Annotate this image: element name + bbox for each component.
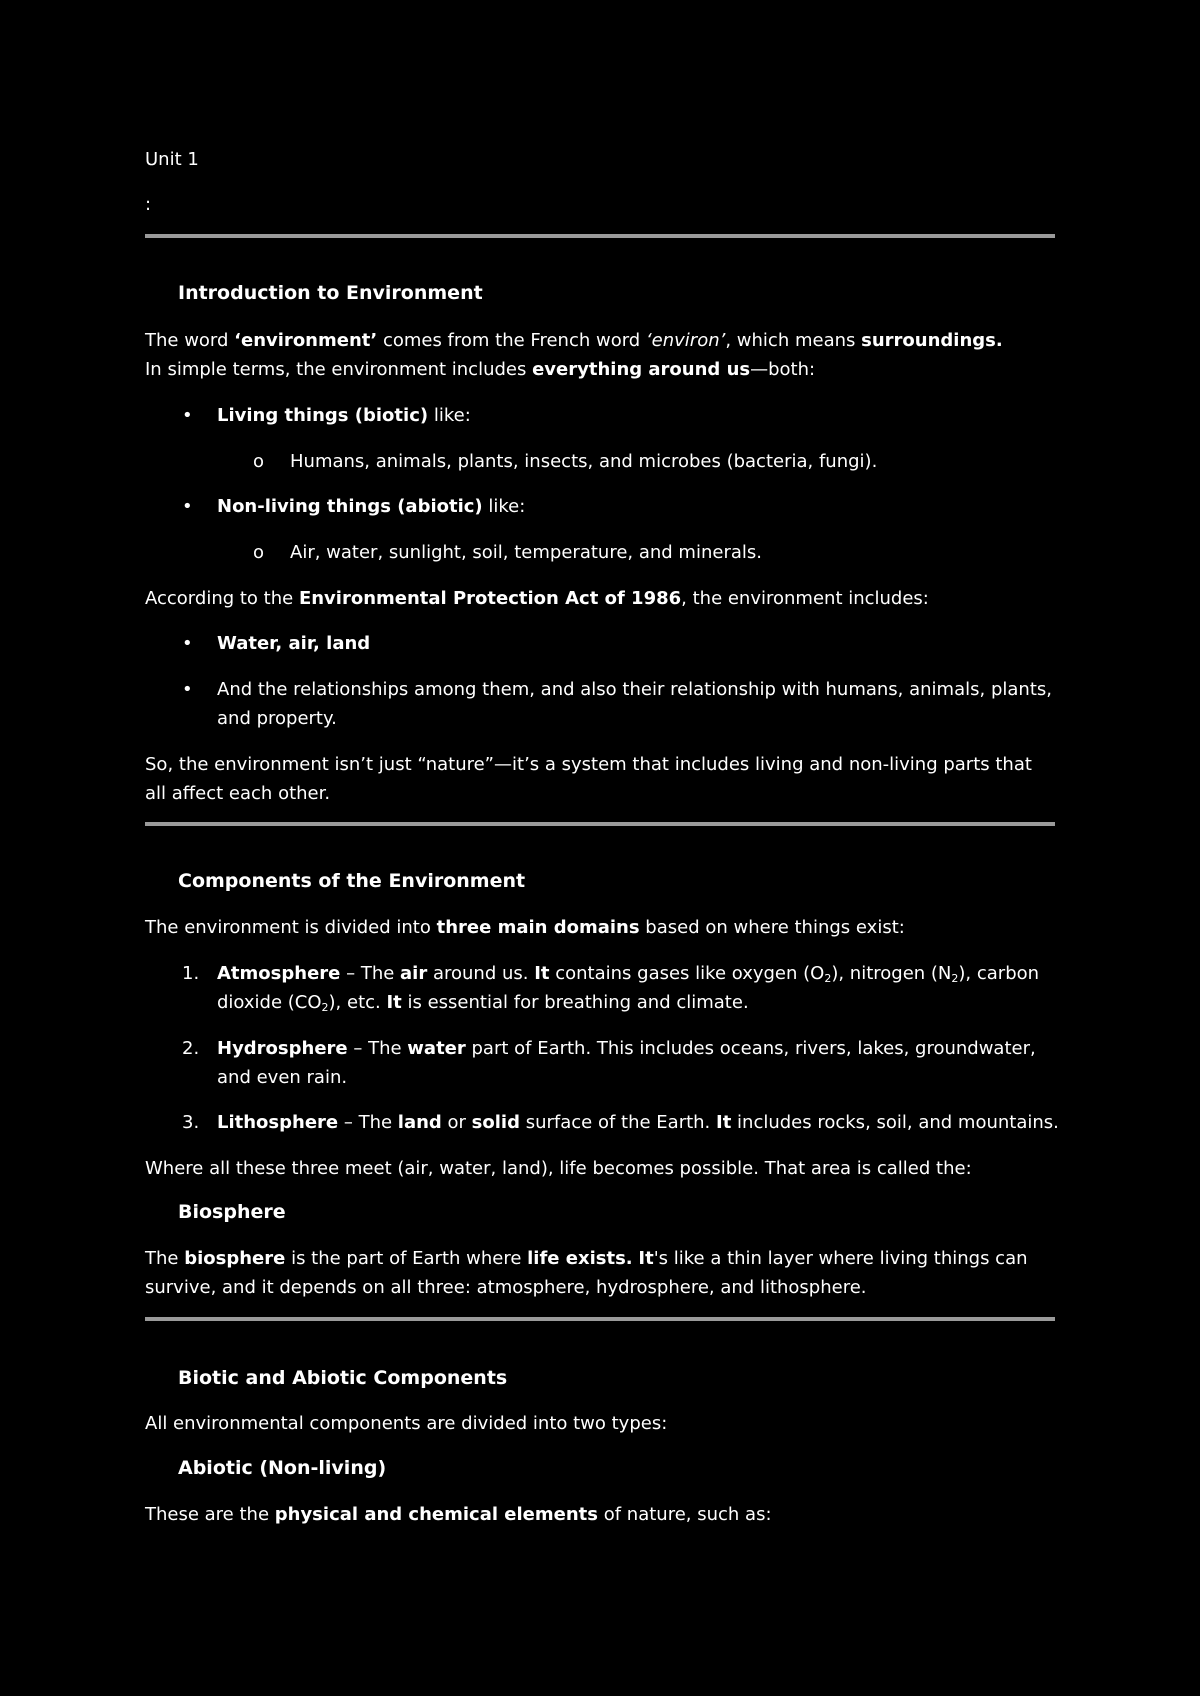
paragraph-definition: The word ‘environment’ comes from the French word ‘environ’, which means surroundings. <box>145 330 1003 351</box>
bullet-marker: • <box>182 679 193 700</box>
paragraph-life-possible: Where all these three meet (air, water, land), life becomes possible. That area is called the: <box>145 1158 972 1179</box>
list-item-nonliving: Non-living things (abiotic) like: <box>217 496 526 517</box>
paragraph-two-types: All environmental components are divided into two types: <box>145 1413 668 1434</box>
list-item-water-air-land: Water, air, land <box>217 633 371 654</box>
section-title-biotic-abiotic: Biotic and Abiotic Components <box>178 1367 508 1389</box>
unit-colon: : <box>145 194 152 215</box>
list-item-hydrosphere: Hydrosphere – The water part of Earth. This includes oceans, rivers, lakes, groundwater, and even rain. <box>217 1038 1036 1088</box>
subsection-title-biosphere: Biosphere <box>178 1201 286 1223</box>
sub-item-nonliving-examples: Air, water, sunlight, soil, temperature, and minerals. <box>290 542 762 563</box>
list-item-atmosphere: Atmosphere – The air around us. It contains gases like oxygen $(O_2)$, nitrogen $(N_2)$, carbon dioxide $(CO_2)$, etc. It is essential for breathing and climate. <box>217 963 1040 1014</box>
paragraph-abiotic-elements: These are the physical and chemical elements of nature, such as: <box>145 1504 772 1525</box>
divider <box>145 822 1055 826</box>
sub-bullet-marker: o <box>253 451 265 472</box>
sub-bullet-marker: o <box>253 542 265 563</box>
paragraph-domains: The environment is divided into three main domains based on where things exist: <box>145 917 905 938</box>
list-item-living: Living things (biotic) like: <box>217 405 471 426</box>
bullet-marker: • <box>182 405 193 426</box>
list-number: 2. <box>182 1038 200 1059</box>
section-title-introduction: Introduction to Environment <box>178 282 483 304</box>
list-number: 3. <box>182 1112 200 1133</box>
paragraph-biosphere: The biosphere is the part of Earth where life exists. It's like a thin layer where living things can survive, and it depends on all three: atmosphere, hydrosphere, and lithosphere. <box>145 1248 1028 1298</box>
paragraph-simple-terms: In simple terms, the environment includes everything around us—both: <box>145 359 816 380</box>
bullet-marker: • <box>182 496 193 517</box>
list-number: 1. <box>182 963 200 984</box>
divider <box>145 234 1055 238</box>
subsection-title-abiotic: Abiotic (Non-living) <box>178 1457 387 1479</box>
paragraph-act: According to the Environmental Protection Act of 1986, the environment includes: <box>145 588 929 609</box>
sub-item-living-examples: Humans, animals, plants, insects, and microbes (bacteria, fungi). <box>290 451 878 472</box>
list-item-relationships: And the relationships among them, and also their relationship with humans, animals, plants, and property. <box>217 679 1052 729</box>
section-title-components: Components of the Environment <box>178 870 526 892</box>
list-item-lithosphere: Lithosphere – The land or solid surface of the Earth. It includes rocks, soil, and mountains. <box>217 1112 1059 1133</box>
paragraph-summary: So, the environment isn’t just “nature”—it’s a system that includes living and non-living parts that all affect each other. <box>145 754 1032 804</box>
bullet-marker: • <box>182 633 193 654</box>
divider <box>145 1317 1055 1321</box>
unit-label: Unit 1 <box>145 149 199 170</box>
